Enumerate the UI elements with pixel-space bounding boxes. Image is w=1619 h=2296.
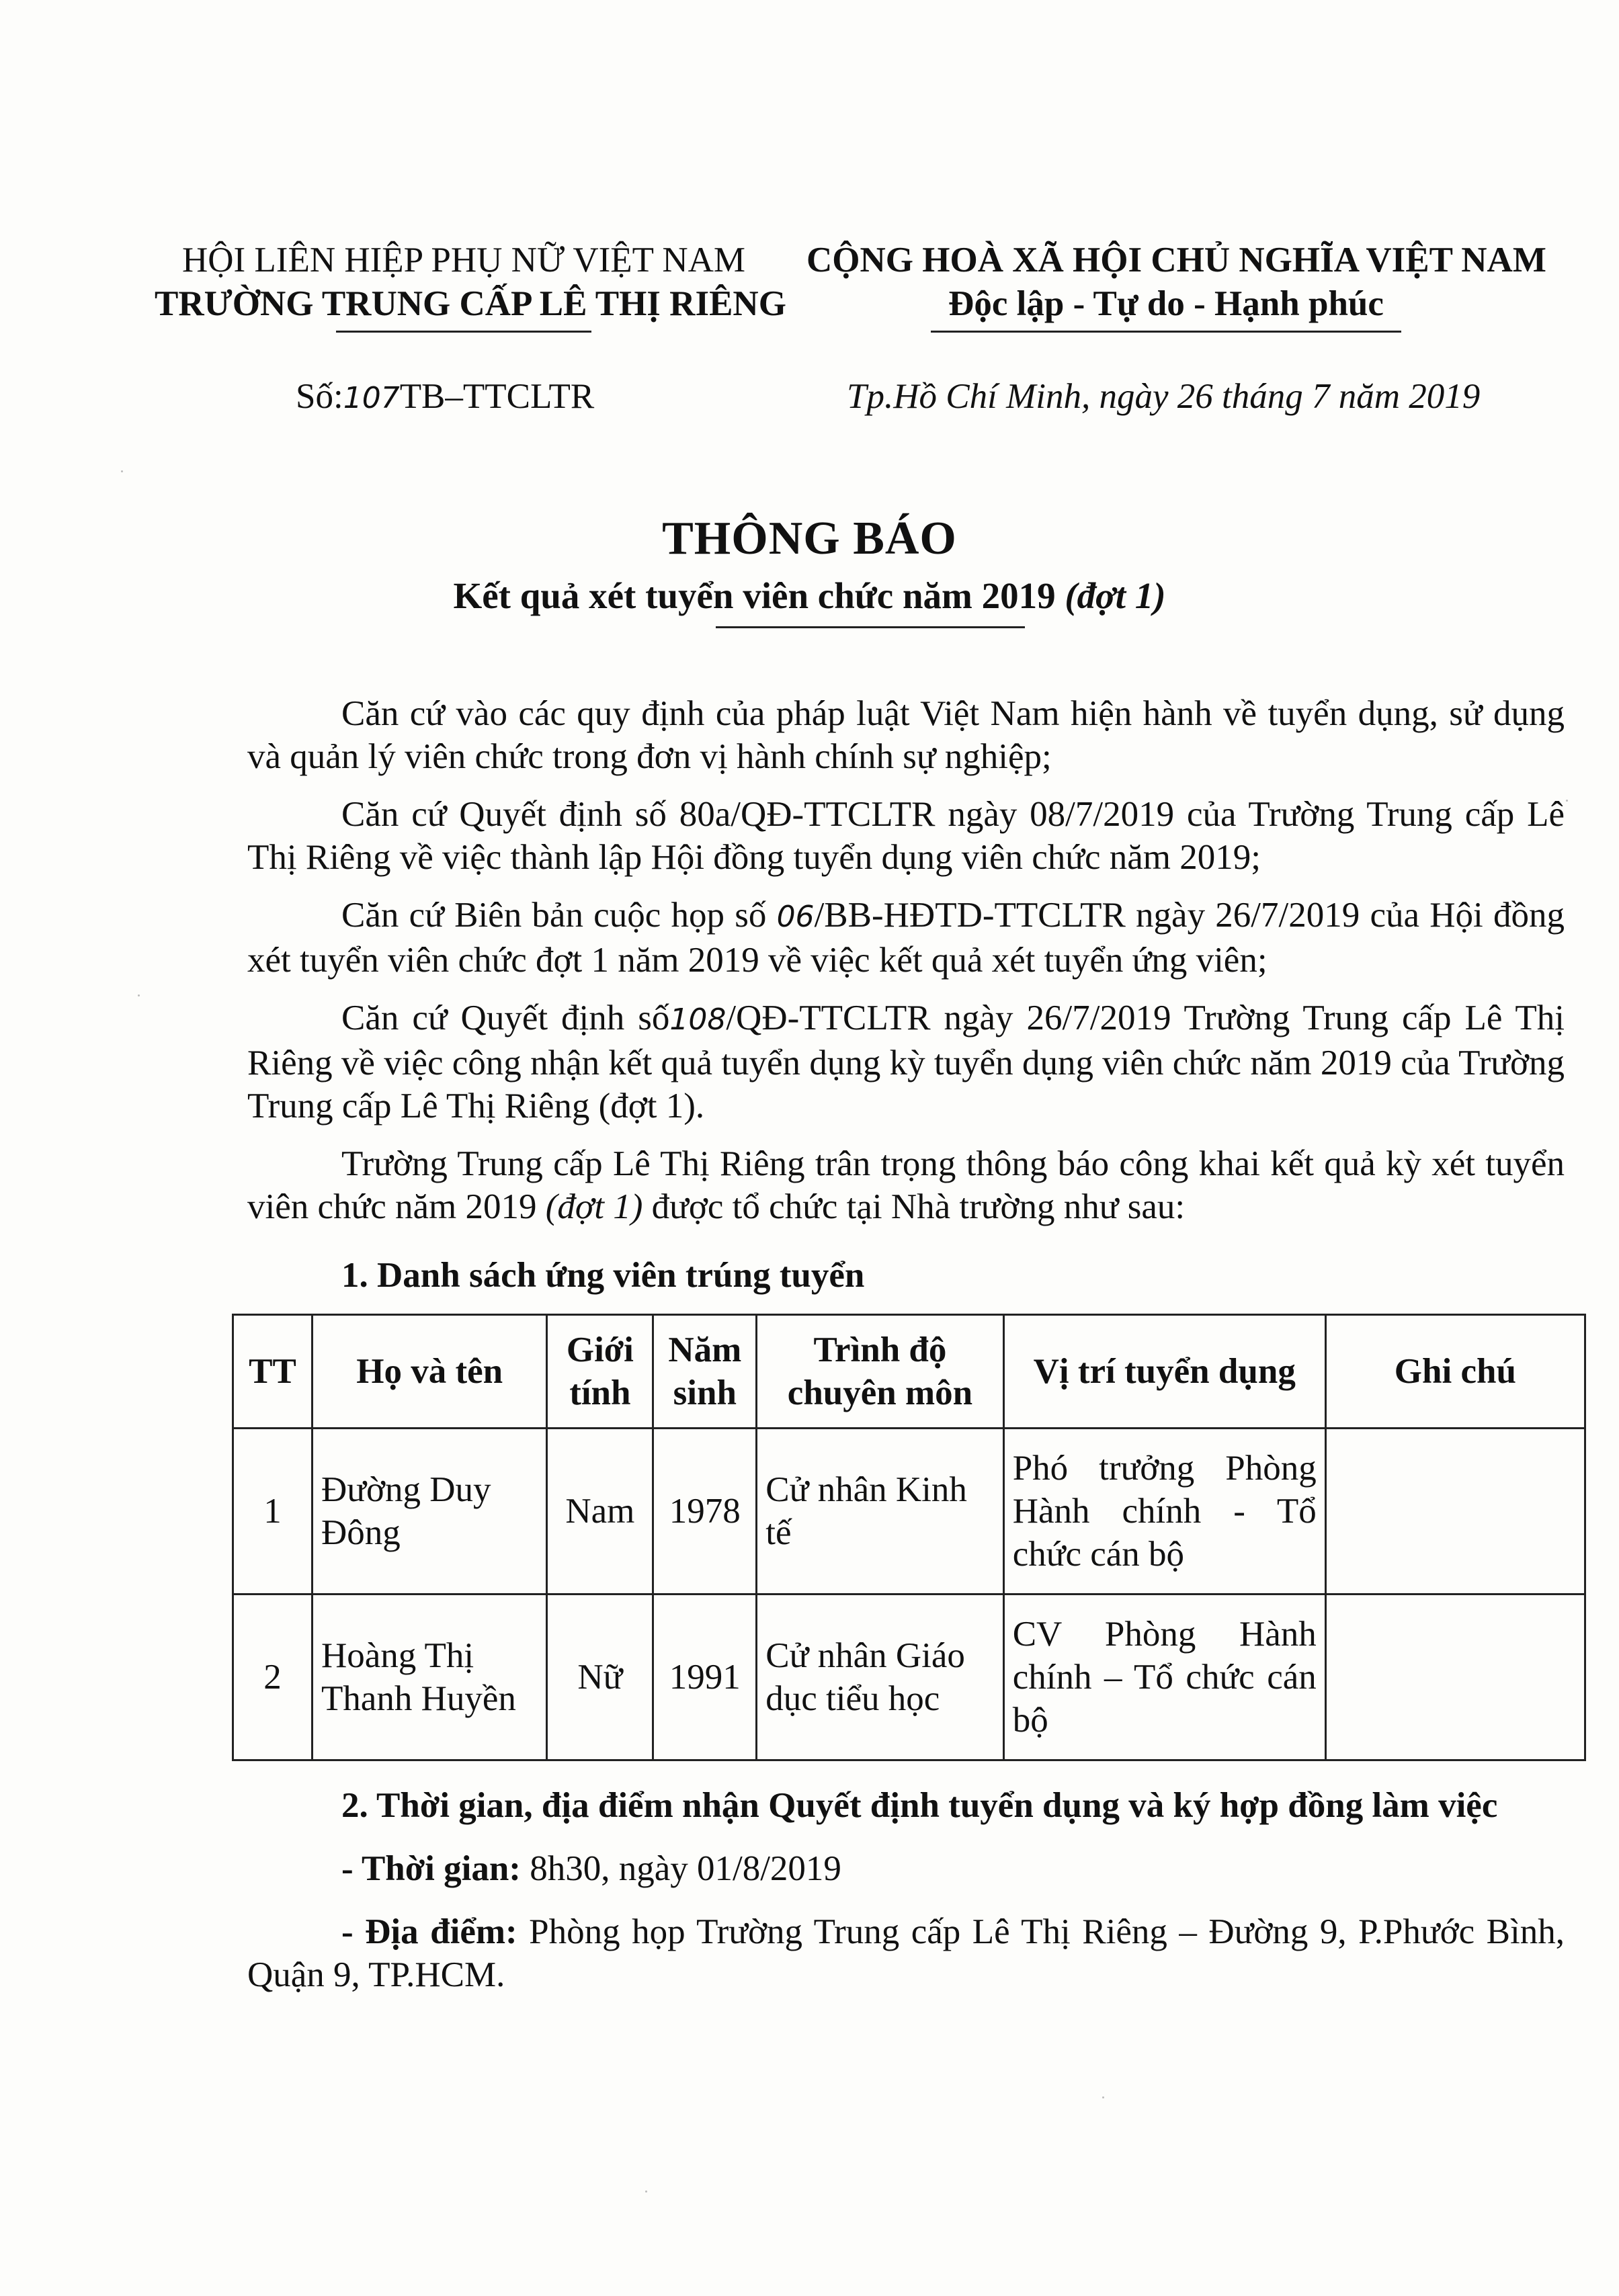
handwritten-number: 108 (669, 1003, 727, 1037)
school-underline (336, 331, 591, 333)
time-line: - Thời gian: 8h30, ngày 01/8/2019 (341, 1849, 841, 1888)
title-divider (716, 626, 1025, 628)
cell-position: CV Phòng Hành chính – Tổ chức cán bộ (1003, 1595, 1325, 1760)
document-subtitle: Kết quả xét tuyển viên chức năm 2019 (đợt 1) (453, 575, 1166, 616)
section-1-heading: 1. Danh sách ứng viên trúng tuyển (341, 1256, 865, 1295)
handwritten-number: 06 (776, 900, 815, 934)
document-date: Tp.Hồ Chí Minh, ngày 26 tháng 7 năm 2019 (847, 377, 1481, 416)
table-header-row (233, 1315, 1585, 1429)
column-header: TT (233, 1315, 313, 1429)
cell-name: Hoàng Thị Thanh Huyền (312, 1595, 546, 1760)
place-line: - Địa điểm: Phòng họp Trường Trung cấp Lê Thị Riêng – Đường 9, P.Phước Bình, Quận 9, TP.HCM. (247, 1912, 1565, 1994)
cell-year: 1978 (653, 1429, 757, 1595)
cell-gender: Nam (547, 1429, 653, 1595)
paragraph-2: Căn cứ Quyết định số 80a/QĐ-TTCLTR ngày 08/7/2019 của Trường Trung cấp Lê Thị Riêng về việc thành lập Hội đồng tuyển dụng viên chức năm 2019; (247, 795, 1565, 877)
document-title: THÔNG BÁO (662, 513, 957, 564)
scan-speck (1566, 800, 1568, 802)
paragraph-3: Căn cứ Biên bản cuộc họp số 06/BB-HĐTD-TTCLTR ngày 26/7/2019 của Hội đồng xét tuyển viên chức đợt 1 năm 2019 về việc kết quả xét tuyển ứng viên; (247, 896, 1565, 980)
cell-note (1325, 1429, 1585, 1595)
country-name: CỘNG HOÀ XÃ HỘI CHỦ NGHĨA VIỆT NAM (806, 241, 1546, 280)
paragraph-4: Căn cứ Quyết định số108/QĐ-TTCLTR ngày 26/7/2019 Trường Trung cấp Lê Thị Riêng về việc công nhận kết quả tuyển dụng kỳ tuyển dụng viên chức năm 2019 của Trường Trung cấp Lê Thị Riêng (đợt 1). (247, 998, 1565, 1125)
motto-underline (931, 331, 1401, 333)
cell-tt: 1 (233, 1429, 313, 1595)
cell-qualification: Cử nhân Kinh tế (757, 1429, 1003, 1595)
cell-year: 1991 (653, 1595, 757, 1760)
scan-speck (1102, 2096, 1104, 2098)
cell-note (1325, 1595, 1585, 1760)
school-name: TRƯỜNG TRUNG CẤP LÊ THỊ RIÊNG (155, 284, 786, 323)
scan-speck (138, 994, 140, 996)
cell-gender: Nữ (547, 1595, 653, 1760)
section-2 (247, 1784, 1565, 2016)
national-motto: Độc lập - Tự do - Hạnh phúc (948, 284, 1384, 323)
cell-tt: 2 (233, 1595, 313, 1760)
scan-speck (121, 470, 123, 472)
handwritten-number: 107 (343, 381, 400, 415)
column-header: Trình độ chuyên môn (757, 1315, 1003, 1429)
table-row (233, 1429, 1585, 1595)
table-row (233, 1595, 1585, 1760)
candidates-table (232, 1314, 1586, 1761)
paragraph-1: Căn cứ vào các quy định của pháp luật Việt Nam hiện hành về tuyển dụng, sử dụng và quản lý viên chức trong đơn vị hành chính sự nghiệp; (247, 694, 1565, 776)
section-2-heading: 2. Thời gian, địa điểm nhận Quyết định tuyển dụng và ký hợp đồng làm việc (341, 1786, 1498, 1825)
column-header: Họ và tên (312, 1315, 546, 1429)
column-header: Vị trí tuyển dụng (1003, 1315, 1325, 1429)
column-header: Giới tính (547, 1315, 653, 1429)
column-header: Năm sinh (653, 1315, 757, 1429)
document-number: Số:107TB–TTCLTR (296, 377, 595, 416)
paragraph-5: Trường Trung cấp Lê Thị Riêng trân trọng thông báo công khai kết quả kỳ xét tuyển viên chức năm 2019 (đợt 1) được tổ chức tại Nhà trường như sau: (247, 1144, 1565, 1226)
organization-header (155, 239, 786, 333)
cell-qualification: Cử nhân Giáo dục tiểu học (757, 1595, 1003, 1760)
legal-basis (247, 692, 1565, 1243)
cell-name: Đường Duy Đông (312, 1429, 546, 1595)
national-header (806, 239, 1546, 333)
column-header: Ghi chú (1325, 1315, 1585, 1429)
parent-organization: HỘI LIÊN HIỆP PHỤ NỮ VIỆT NAM (181, 241, 746, 280)
cell-position: Phó trưởng Phòng Hành chính - Tổ chức cán bộ (1003, 1429, 1325, 1595)
scan-speck (645, 2191, 647, 2193)
